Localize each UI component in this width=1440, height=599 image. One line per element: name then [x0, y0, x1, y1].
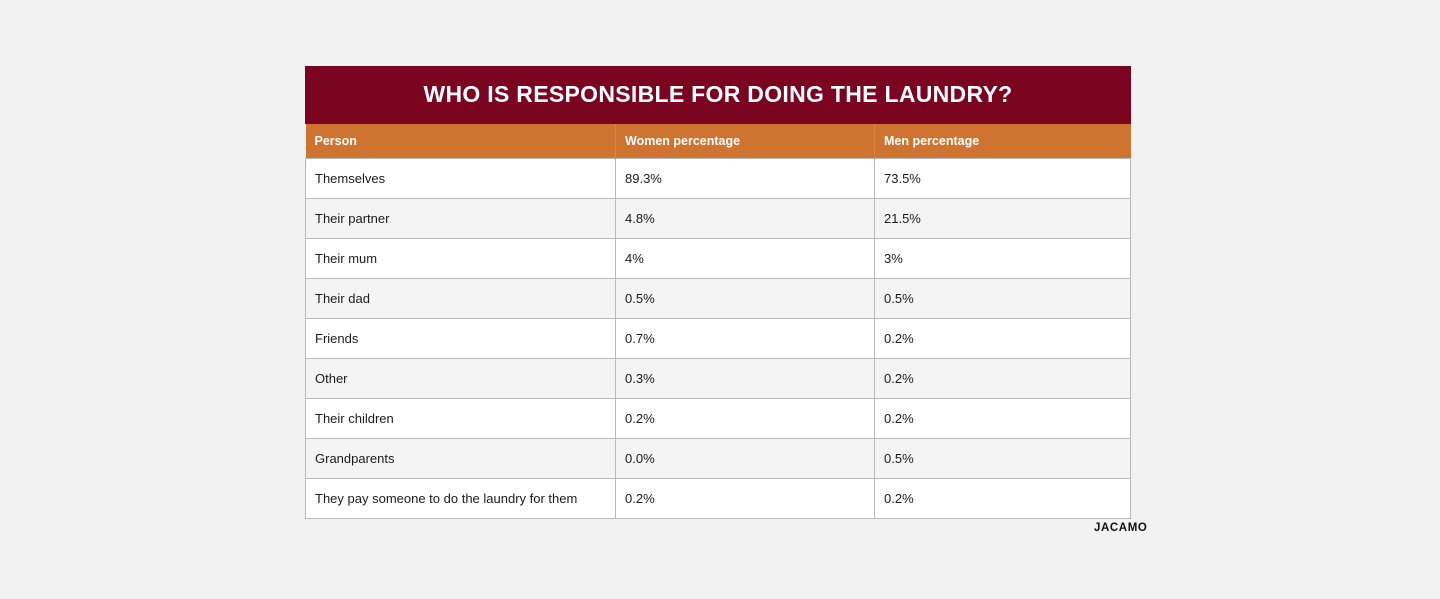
column-header-women-percentage: Women percentage [616, 124, 875, 159]
table-row [306, 239, 1131, 279]
cell-person: Themselves [306, 159, 616, 199]
cell-person: Other [306, 359, 616, 399]
cell-men-percentage: 0.2% [875, 319, 1131, 359]
cell-men-percentage: 73.5% [875, 159, 1131, 199]
cell-women-percentage: 4% [616, 239, 875, 279]
cell-women-percentage: 0.3% [616, 359, 875, 399]
cell-person: Their dad [306, 279, 616, 319]
cell-person: Their mum [306, 239, 616, 279]
cell-women-percentage: 0.5% [616, 279, 875, 319]
cell-men-percentage: 0.2% [875, 359, 1131, 399]
cell-women-percentage: 0.2% [616, 399, 875, 439]
table-row [306, 479, 1131, 519]
cell-men-percentage: 3% [875, 239, 1131, 279]
cell-men-percentage: 0.2% [875, 479, 1131, 519]
table-row [306, 399, 1131, 439]
cell-men-percentage: 0.5% [875, 439, 1131, 479]
column-header-men-percentage: Men percentage [875, 124, 1131, 159]
cell-men-percentage: 0.2% [875, 399, 1131, 439]
cell-person: They pay someone to do the laundry for them [306, 479, 616, 519]
brand-logo: JACAMO [1094, 522, 1148, 534]
cell-person: Their children [306, 399, 616, 439]
cell-women-percentage: 0.0% [616, 439, 875, 479]
table-title: WHO IS RESPONSIBLE FOR DOING THE LAUNDRY? [305, 66, 1131, 124]
cell-women-percentage: 4.8% [616, 199, 875, 239]
cell-women-percentage: 0.2% [616, 479, 875, 519]
table-row [306, 279, 1131, 319]
cell-women-percentage: 89.3% [616, 159, 875, 199]
laundry-table-container [305, 66, 1130, 519]
cell-men-percentage: 0.5% [875, 279, 1131, 319]
table-body [306, 159, 1131, 519]
column-header-person: Person [306, 124, 616, 159]
table-row [306, 199, 1131, 239]
cell-person: Their partner [306, 199, 616, 239]
table-row [306, 319, 1131, 359]
cell-person: Friends [306, 319, 616, 359]
table-row [306, 159, 1131, 199]
table-header [306, 124, 1131, 159]
table-row [306, 439, 1131, 479]
table-row [306, 359, 1131, 399]
laundry-table [305, 66, 1131, 519]
cell-person: Grandparents [306, 439, 616, 479]
header-row [306, 124, 1131, 159]
cell-men-percentage: 21.5% [875, 199, 1131, 239]
cell-women-percentage: 0.7% [616, 319, 875, 359]
